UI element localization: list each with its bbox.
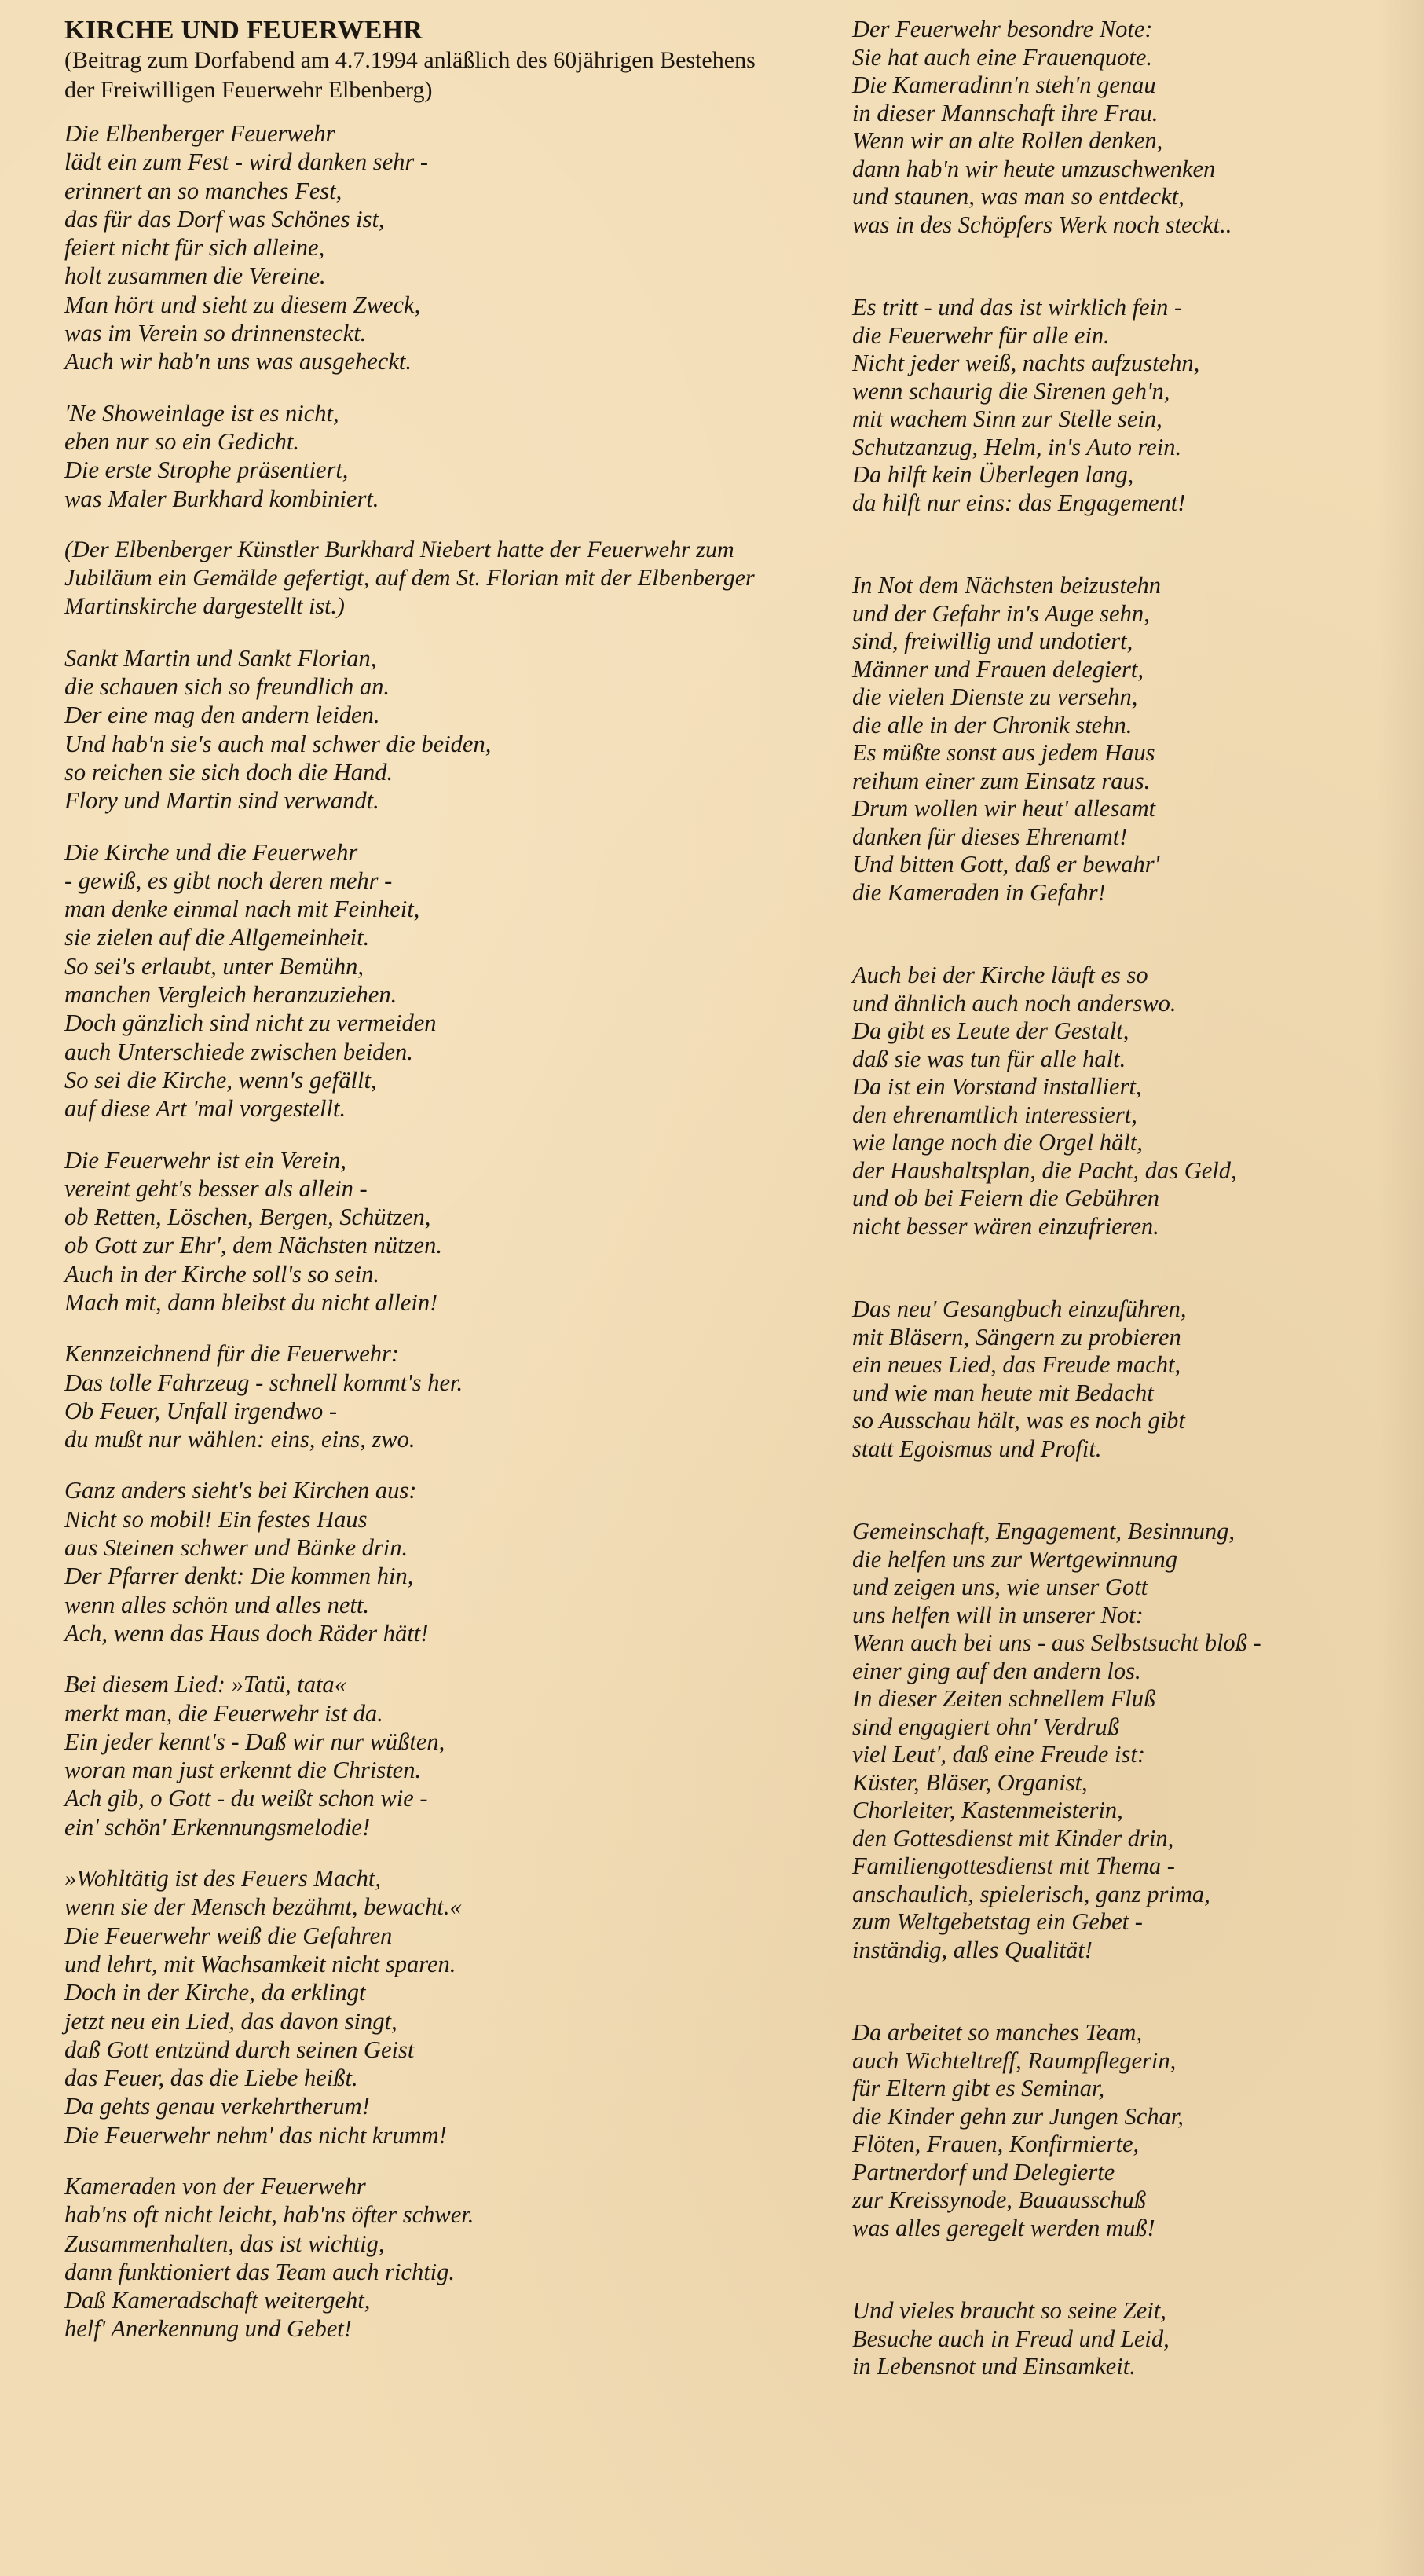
article-subtitle bbox=[64, 46, 850, 105]
poem-line: manchen Vergleich heranzuziehen. bbox=[64, 981, 397, 1009]
article-title: KIRCHE UND FEUERWEHR bbox=[64, 16, 423, 45]
poem-line: den Gottesdienst mit Kinder drin, bbox=[852, 1824, 1174, 1852]
stanza-gap bbox=[852, 907, 1402, 962]
poem-line: sind engagiert ohn' Verdruß bbox=[852, 1713, 1120, 1740]
poem-line: ein' schön' Erkennungsmelodie! bbox=[64, 1813, 371, 1841]
poem-line: auch Unterschiede zwischen beiden. bbox=[64, 1038, 413, 1065]
poem-line: So sei die Kirche, wenn's gefällt, bbox=[64, 1066, 377, 1094]
poem-line: die schauen sich so freundlich an. bbox=[64, 673, 390, 701]
poem-line: merkt man, die Feuerwehr ist da. bbox=[64, 1699, 383, 1727]
poem-line: inständig, alles Qualität! bbox=[852, 1936, 1093, 1963]
poem-line: man denke einmal nach mit Feinheit, bbox=[64, 896, 420, 923]
poem-line: statt Egoismus und Profit. bbox=[852, 1435, 1102, 1462]
poem-stanza bbox=[852, 2019, 1402, 2242]
poem-line: Doch in der Kirche, da erklingt bbox=[64, 1979, 366, 2006]
poem-line: sie zielen auf die Allgemeinheit. bbox=[64, 924, 370, 951]
poem-line: Kameraden von der Feuerwehr bbox=[64, 2173, 366, 2200]
poem-line: zum Weltgebetstag ein Gebet - bbox=[852, 1908, 1143, 1935]
poem-line: »Wohltätig ist des Feuers Macht, bbox=[64, 1865, 381, 1893]
poem-line: in dieser Mannschaft ihre Frau. bbox=[852, 99, 1159, 126]
poem-stanza bbox=[852, 1295, 1402, 1463]
right-column bbox=[852, 16, 1402, 2381]
poem-line: Zusammenhalten, das ist wichtig, bbox=[64, 2230, 385, 2257]
poem-line: danken für dieses Ehrenamt! bbox=[852, 823, 1128, 850]
poem-stanza bbox=[64, 2172, 850, 2343]
poem-line: Männer und Frauen delegiert, bbox=[852, 655, 1144, 683]
poem-line: Die Kirche und die Feuerwehr bbox=[64, 838, 358, 866]
right-poem bbox=[852, 16, 1402, 2381]
subtitle-line: der Freiwilligen Feuerwehr Elbenberg) bbox=[64, 77, 433, 103]
poem-line: in Lebensnot und Einsamkeit. bbox=[852, 2353, 1136, 2380]
poem-line: ein neues Lied, das Freude macht, bbox=[852, 1351, 1181, 1378]
poem-line: Das neu' Gesangbuch einzuführen, bbox=[852, 1295, 1187, 1322]
poem-stanza bbox=[64, 1670, 850, 1841]
poem-stanza bbox=[64, 119, 850, 376]
poem-line: (Der Elbenberger Künstler Burkhard Niebert hatte der Feuerwehr zum bbox=[64, 536, 734, 562]
poem-line: holt zusammen die Vereine. bbox=[64, 262, 326, 290]
poem-line: Die Kameradinn'n steh'n genau bbox=[852, 71, 1156, 98]
poem-line: Das tolle Fahrzeug - schnell kommt's her. bbox=[64, 1369, 463, 1396]
poem-line: der Haushaltsplan, die Pacht, das Geld, bbox=[852, 1156, 1237, 1184]
poem-line: wenn alles schön und alles nett. bbox=[64, 1591, 369, 1618]
poem-line: den ehrenamtlich interessiert, bbox=[852, 1101, 1137, 1128]
poem-line: Bei diesem Lied: »Tatü, tata« bbox=[64, 1671, 346, 1698]
poem-line: 'Ne Showeinlage ist es nicht, bbox=[64, 399, 339, 427]
poem-line: vereint geht's besser als allein - bbox=[64, 1174, 368, 1202]
poem-line: einer ging auf den andern los. bbox=[852, 1657, 1141, 1684]
poem-line: woran man just erkennt die Christen. bbox=[64, 1757, 422, 1784]
poem-line: Der Feuerwehr besondre Note: bbox=[852, 16, 1153, 42]
poem-line: Da hilft kein Überlegen lang, bbox=[852, 461, 1134, 488]
poem-line: Drum wollen wir heut' allesamt bbox=[852, 795, 1156, 822]
poem-line: Nicht so mobil! Ein festes Haus bbox=[64, 1505, 368, 1533]
poem-line: eben nur so ein Gedicht. bbox=[64, 427, 299, 455]
poem-line: daß Gott entzünd durch seinen Geist bbox=[64, 2036, 415, 2063]
poem-line: Die Feuerwehr nehm' das nicht krumm! bbox=[64, 2121, 447, 2149]
poem-line: ob Retten, Löschen, Bergen, Schützen, bbox=[64, 1204, 431, 1231]
poem-line: Auch wir hab'n uns was ausgeheckt. bbox=[64, 348, 412, 376]
poem-line: die Kinder gehn zur Jungen Schar, bbox=[852, 2102, 1184, 2130]
stanza-gap bbox=[852, 1240, 1402, 1295]
poem-line: Gemeinschaft, Engagement, Besinnung, bbox=[852, 1518, 1235, 1545]
poem-line: und ob bei Feiern die Gebühren bbox=[852, 1185, 1160, 1211]
poem-line: dann hab'n wir heute umzuschwenken bbox=[852, 155, 1216, 182]
poem-line: die alle in der Chronik stehn. bbox=[852, 711, 1133, 738]
poem-line: Es tritt - und das ist wirklich fein - bbox=[852, 294, 1183, 321]
poem-line: Man hört und sieht zu diesem Zweck, bbox=[64, 291, 421, 318]
poem-line: Die Feuerwehr ist ein Verein, bbox=[64, 1146, 346, 1174]
poem-line: die helfen uns zur Wertgewinnung bbox=[852, 1545, 1177, 1573]
poem-line: das Feuer, das die Liebe heißt. bbox=[64, 2065, 358, 2092]
poem-line: Auch in der Kirche soll's so sein. bbox=[64, 1260, 380, 1288]
poem-line: auf diese Art 'mal vorgestellt. bbox=[64, 1095, 346, 1123]
poem-line: Nicht jeder weiß, nachts aufzustehn, bbox=[852, 350, 1200, 376]
poem-stanza bbox=[64, 838, 850, 1123]
poem-line: Ein jeder kennt's - Daß wir nur wüßten, bbox=[64, 1728, 445, 1755]
poem-stanza bbox=[64, 1864, 850, 2149]
poem-line: Da gibt es Leute der Gestalt, bbox=[852, 1017, 1129, 1044]
poem-line: Und hab'n sie's auch mal schwer die beiden, bbox=[64, 730, 492, 757]
poem-line: und lehrt, mit Wachsamkeit nicht sparen. bbox=[64, 1950, 456, 1977]
poem-line: und wie man heute mit Bedacht bbox=[852, 1379, 1154, 1406]
poem-line: Martinskirche dargestellt ist.) bbox=[64, 593, 345, 620]
poem-line: die Feuerwehr für alle ein. bbox=[852, 321, 1110, 349]
poem-line: Besuche auch in Freud und Leid, bbox=[852, 2325, 1170, 2352]
poem-line: Ach gib, o Gott - du weißt schon wie - bbox=[64, 1785, 428, 1812]
poem-line: uns helfen will in unserer Not: bbox=[852, 1601, 1144, 1629]
poem-line: In dieser Zeiten schnellem Fluß bbox=[852, 1685, 1156, 1712]
poem-line: Mach mit, dann bleibst du nicht allein! bbox=[64, 1288, 438, 1316]
poem-line: Flöten, Frauen, Konfirmierte, bbox=[852, 2131, 1140, 2157]
poem-line: was alles geregelt werden muß! bbox=[852, 2214, 1155, 2241]
poem-line: mit wachem Sinn zur Stelle sein, bbox=[852, 405, 1162, 432]
left-column bbox=[64, 16, 850, 2366]
poem-line: Da arbeitet so manches Team, bbox=[852, 2019, 1143, 2046]
poem-line: Die Feuerwehr weiß die Gefahren bbox=[64, 1922, 393, 1949]
poem-line: Sankt Martin und Sankt Florian, bbox=[64, 644, 377, 672]
poem-line: du mußt nur wählen: eins, eins, zwo. bbox=[64, 1426, 415, 1453]
poem-line: so reichen sie sich doch die Hand. bbox=[64, 758, 394, 786]
poem-line: hab'ns oft nicht leicht, hab'ns öfter schwer. bbox=[64, 2201, 474, 2229]
poem-line: In Not dem Nächsten beizustehn bbox=[852, 572, 1162, 599]
poem-line: die Kameraden in Gefahr! bbox=[852, 878, 1106, 906]
poem-line: reihum einer zum Einsatz raus. bbox=[852, 767, 1151, 794]
poem-line: Es müßte sonst aus jedem Haus bbox=[852, 739, 1155, 766]
poem-line: und der Gefahr in's Auge sehn, bbox=[852, 599, 1150, 627]
poem-line: was im Verein so drinnensteckt. bbox=[64, 320, 367, 347]
poem-line: was Maler Burkhard kombiniert. bbox=[64, 485, 379, 512]
poem-line: Ob Feuer, Unfall irgendwo - bbox=[64, 1397, 338, 1424]
poem-line: für Eltern gibt es Seminar, bbox=[852, 2075, 1105, 2101]
poem-line: Flory und Martin sind verwandt. bbox=[64, 787, 379, 815]
poem-line: Wenn auch bei uns - aus Selbstsucht bloß - bbox=[852, 1629, 1261, 1656]
poem-line: Da gehts genau verkehrtherum! bbox=[64, 2093, 370, 2120]
poem-line: Chorleiter, Kastenmeisterin, bbox=[852, 1797, 1123, 1823]
poem-line: dann funktioniert das Team auch richtig. bbox=[64, 2258, 456, 2285]
poem-line: So sei's erlaubt, unter Bemühn, bbox=[64, 952, 364, 980]
poem-stanza bbox=[64, 1476, 850, 1647]
editor-note bbox=[64, 536, 850, 621]
poem-line: Und bitten Gott, daß er bewahr' bbox=[852, 851, 1160, 878]
poem-line: die vielen Dienste zu versehn, bbox=[852, 683, 1138, 710]
poem-line: was in des Schöpfers Werk noch steckt.. bbox=[852, 211, 1232, 238]
poem-line: aus Steinen schwer und Bänke drin. bbox=[64, 1534, 408, 1562]
poem-stanza bbox=[64, 1339, 850, 1453]
stanza-gap bbox=[852, 1463, 1402, 1518]
poem-line: Partnerdorf und Delegierte bbox=[852, 2158, 1115, 2186]
poem-line: und staunen, was man so entdeckt, bbox=[852, 183, 1184, 210]
poem-line: Da ist ein Vorstand installiert, bbox=[852, 1073, 1142, 1100]
poem-line: und ähnlich auch noch anderswo. bbox=[852, 989, 1177, 1017]
poem-line: Doch gänzlich sind nicht zu vermeiden bbox=[64, 1010, 437, 1037]
poem-line: Die Elbenberger Feuerwehr bbox=[64, 120, 335, 147]
poem-line: zur Kreissynode, Bauausschuß bbox=[852, 2186, 1147, 2213]
poem-line: daß sie was tun für alle halt. bbox=[852, 1045, 1126, 1072]
poem-line: Küster, Bläser, Organist, bbox=[852, 1768, 1088, 1796]
poem-line: da hilft nur eins: das Engagement! bbox=[852, 489, 1186, 516]
poem-line: das für das Dorf was Schönes ist, bbox=[64, 205, 385, 233]
poem-line: und zeigen uns, wie unser Gott bbox=[852, 1574, 1148, 1600]
poem-line: mit Bläsern, Sängern zu probieren bbox=[852, 1323, 1181, 1350]
poem-line: Kennzeichnend für die Feuerwehr: bbox=[64, 1340, 400, 1368]
poem-line: jetzt neu ein Lied, das davon singt, bbox=[64, 2007, 397, 2035]
poem-stanza bbox=[852, 16, 1402, 239]
poem-line: Daß Kameradschaft weitergeht, bbox=[64, 2287, 371, 2314]
stanza-gap bbox=[852, 1964, 1402, 2019]
poem-line: Der eine mag den andern leiden. bbox=[64, 702, 380, 729]
poem-stanza bbox=[64, 644, 850, 815]
poem-line: feiert nicht für sich alleine, bbox=[64, 234, 325, 262]
poem-line: sind, freiwillig und undotiert, bbox=[852, 628, 1133, 654]
poem-line: auch Wichteltreff, Raumpflegerin, bbox=[852, 2047, 1177, 2074]
poem-line: helf' Anerkennung und Gebet! bbox=[64, 2315, 352, 2343]
poem-line: Und vieles braucht so seine Zeit, bbox=[852, 2297, 1166, 2324]
subtitle-line: (Beitrag zum Dorfabend am 4.7.1994 anläßlich des 60jährigen Bestehens bbox=[64, 47, 756, 73]
stanza-gap bbox=[852, 517, 1402, 572]
poem-stanza bbox=[64, 399, 850, 513]
poem-line: wenn sie der Mensch bezähmt, bewacht.« bbox=[64, 1893, 462, 1921]
poem-line: wie lange noch die Orgel hält, bbox=[852, 1129, 1143, 1156]
poem-line: nicht besser wären einzufrieren. bbox=[852, 1212, 1159, 1240]
poem-line: Auch bei der Kirche läuft es so bbox=[852, 962, 1148, 988]
poem-line: wenn schaurig die Sirenen geh'n, bbox=[852, 377, 1170, 405]
poem-line: ob Gott zur Ehr', dem Nächsten nützen. bbox=[64, 1232, 442, 1259]
poem-line: Der Pfarrer denkt: Die kommen hin, bbox=[64, 1563, 414, 1590]
poem-line: erinnert an so manches Fest, bbox=[64, 177, 342, 204]
poem-line: Die erste Strophe präsentiert, bbox=[64, 456, 349, 484]
poem-line: Schutzanzug, Helm, in's Auto rein. bbox=[852, 433, 1182, 460]
poem-line: anschaulich, spielerisch, ganz prima, bbox=[852, 1880, 1210, 1907]
poem-stanza bbox=[852, 572, 1402, 907]
poem-stanza bbox=[64, 1146, 850, 1317]
poem-stanza bbox=[852, 962, 1402, 1240]
poem-line: Familiengottesdienst mit Thema - bbox=[852, 1852, 1175, 1879]
poem-stanza bbox=[852, 1518, 1402, 1964]
poem-line: lädt ein zum Fest - wird danken sehr - bbox=[64, 148, 429, 176]
poem-line: so Ausschau hält, was es noch gibt bbox=[852, 1407, 1185, 1434]
poem-line: - gewiß, es gibt noch deren mehr - bbox=[64, 867, 393, 894]
poem-line: Ach, wenn das Haus doch Räder hätt! bbox=[64, 1619, 429, 1647]
poem-stanza bbox=[852, 2297, 1402, 2381]
poem-stanza bbox=[852, 294, 1402, 517]
poem-line: viel Leut', daß eine Freude ist: bbox=[852, 1741, 1145, 1768]
stanza-gap bbox=[852, 2242, 1402, 2297]
stanza-gap bbox=[852, 239, 1402, 294]
poem-line: Wenn wir an alte Rollen denken, bbox=[852, 127, 1163, 154]
poem-line: Sie hat auch eine Frauenquote. bbox=[852, 43, 1152, 71]
poem-line: Jubiläum ein Gemälde gefertigt, auf dem St. Florian mit der Elbenberger bbox=[64, 565, 755, 592]
poem-line: Ganz anders sieht's bei Kirchen aus: bbox=[64, 1477, 417, 1504]
left-poem bbox=[64, 119, 850, 2343]
